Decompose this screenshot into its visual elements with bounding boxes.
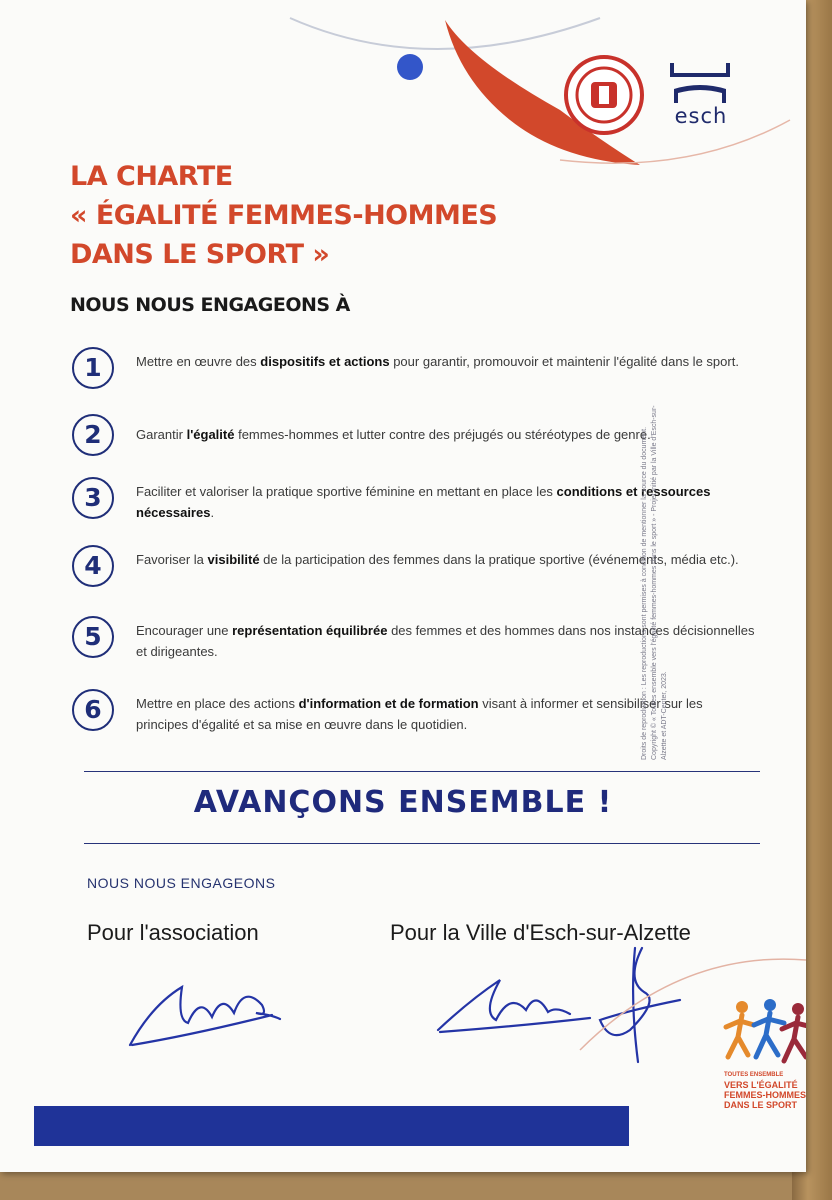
blue-dot bbox=[397, 54, 423, 80]
slogan: AVANÇONS ENSEMBLE ! bbox=[193, 785, 613, 820]
association-signature-label: Pour l'association bbox=[87, 920, 259, 945]
title-line-2: « ÉGALITÉ FEMMES-HOMMES bbox=[70, 200, 498, 231]
title-line-1: LA CHARTE bbox=[70, 161, 233, 192]
city-signature-label: Pour la Ville d'Esch-sur-Alzette bbox=[390, 920, 691, 945]
subtitle: NOUS NOUS ENGAGEONS À bbox=[70, 294, 350, 316]
number-badge-1: 1 bbox=[72, 347, 114, 389]
number-badge-4: 4 bbox=[72, 545, 114, 587]
campaign-title: TOUTES ENSEMBLE VERS L'ÉGALITÉ FEMMES-HOMMES DANS LE SPORT bbox=[724, 1072, 806, 1110]
commitment-text-1: Mettre en œuvre des dispositifs et actions pour garantir, promouvoir et maintenir l'égalité dans le sport. bbox=[136, 354, 739, 369]
engage-label: NOUS NOUS ENGAGEONS bbox=[87, 875, 276, 891]
commitment-text-2: Garantir l'égalité femmes-hommes et lutter contre des préjugés ou stéréotypes de genre. bbox=[136, 427, 651, 442]
divider-bottom bbox=[84, 843, 760, 844]
association-signature bbox=[122, 965, 292, 1055]
commitment-text-5: Encourager une représentation équilibrée des femmes et des hommes dans nos instances décisionnelles et dirigeantes. bbox=[136, 623, 755, 659]
number-badge-6: 6 bbox=[72, 689, 114, 731]
title-line-3: DANS LE SPORT » bbox=[70, 239, 330, 270]
number-badge-5: 5 bbox=[72, 616, 114, 658]
commitment-text-6: Mettre en place des actions d'information et de formation visant à informer et sensibiliser sur les principes d'égalité et sa mise en œuvre dans le quotidien. bbox=[136, 696, 703, 732]
esch-logo-text: esch bbox=[674, 104, 728, 128]
divider-top bbox=[84, 771, 760, 772]
commitment-text-4: Favoriser la visibilité de la participation des femmes dans la pratique sportive (événements, média etc.). bbox=[136, 552, 739, 567]
vertical-copyright-note: Droits de reproduction : Les reproductions sont permises à condition de mentionner la source du document. Copyright © « Toutes ensemble vers l'égalité femmes-hommes dans le sport » - Projet initié par la Ville d'Esch-sur-Alzette et ADT-Center, 2023. bbox=[641, 405, 668, 760]
page-title bbox=[70, 157, 497, 274]
number-badge-2: 2 bbox=[72, 414, 114, 456]
campaign-runners-icon bbox=[720, 995, 806, 1070]
club-logo-icon bbox=[563, 54, 645, 136]
blue-footer-band bbox=[34, 1106, 629, 1146]
commitment-text-3: Faciliter et valoriser la pratique sportive féminine en mettant en place les conditions et ressources nécessaires. bbox=[136, 484, 711, 520]
number-badge-3: 3 bbox=[72, 477, 114, 519]
commitment-1 bbox=[72, 347, 752, 397]
